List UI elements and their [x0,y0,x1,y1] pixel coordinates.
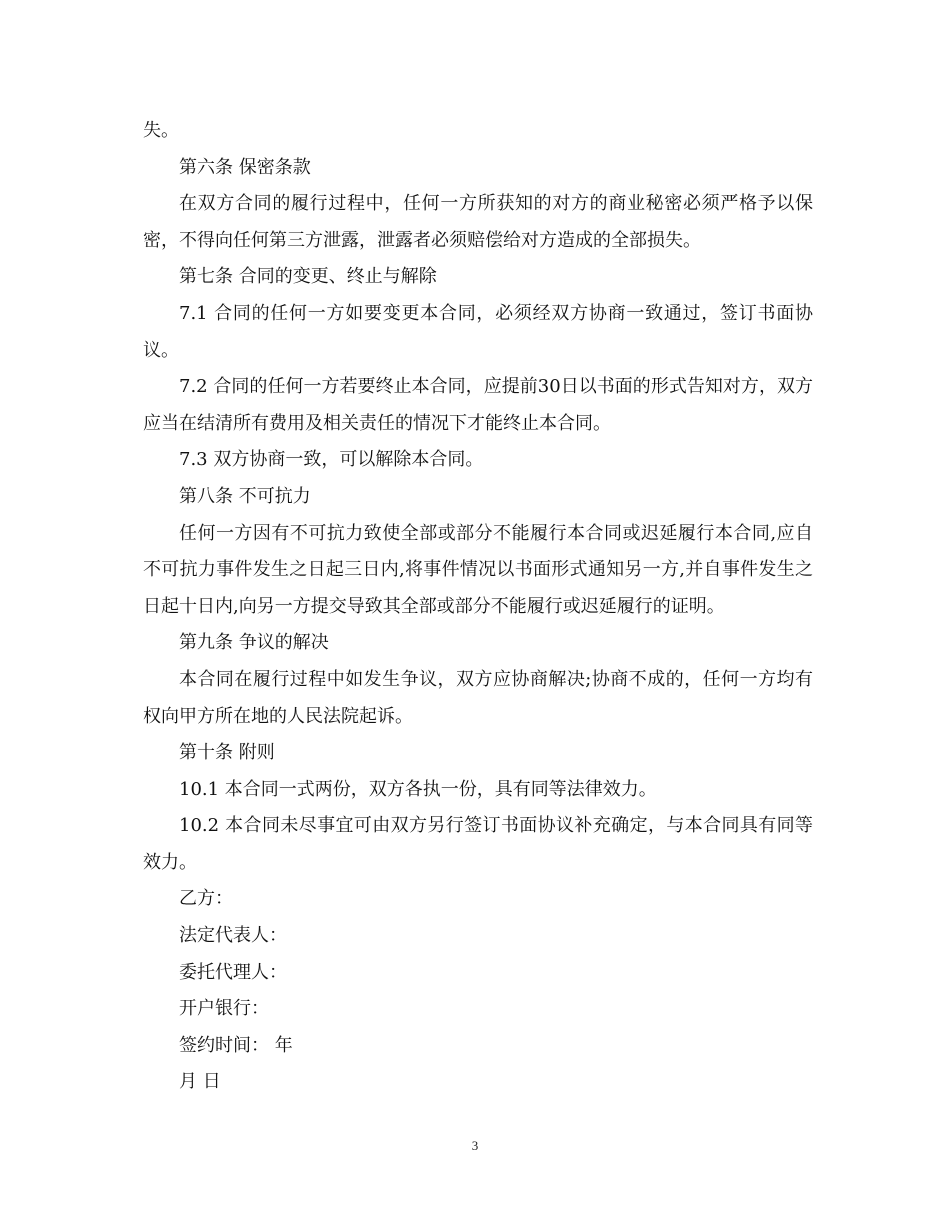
signing-date-label: 签约时间： 年 [179,1034,293,1056]
party-b-label: 乙方： [179,888,233,910]
document-body [143,113,813,1101]
article-8-body: 任何一方因有不可抗力致使全部或部分不能履行本合同或迟延履行本合同,应自不可抗力事件发生之日起三日内,将事件情况以书面形式通知另一方,并自事件发生之日起十日内,向另一方提交导致其全部或部分不能履行或迟延履行的证明。 [143,522,813,617]
bank-label: 开户银行： [179,998,269,1020]
clause-7-2: 7.2 合同的任何一方若要终止本合同，应提前30日以书面的形式告知对方，双方应当在结清所有费用及相关责任的情况下才能终止本合同。 [143,376,813,434]
article-8-heading: 第八条 不可抗力 [179,485,311,507]
legal-representative-label: 法定代表人： [179,925,287,947]
clause-10-1: 10.1 本合同一式两份，双方各执一份，具有同等法律效力。 [179,778,657,800]
article-9-heading: 第九条 争议的解决 [179,632,329,654]
article-6-heading: 第六条 保密条款 [179,156,311,178]
signing-date-month-day: 月 日 [179,1071,221,1093]
clause-7-3: 7.3 双方协商一致，可以解除本合同。 [179,449,484,471]
clause-7-1: 7.1 合同的任何一方如要变更本合同，必须经双方协商一致通过，签订书面协议。 [143,302,813,361]
article-6-body: 在双方合同的履行过程中，任何一方所获知的对方的商业秘密必须严格予以保密，不得向任何第三方泄露，泄露者必须赔偿给对方造成的全部损失。 [143,193,813,251]
authorized-agent-label: 委托代理人： [179,961,287,983]
clause-10-2: 10.2 本合同未尽事宜可由双方另行签订书面协议补充确定，与本合同具有同等效力。 [143,815,813,873]
page-number: 3 [471,1138,479,1153]
article-7-heading: 第七条 合同的变更、终止与解除 [179,266,437,288]
article-10-heading: 第十条 附则 [179,742,275,764]
article-9-body: 本合同在履行过程中如发生争议，双方应协商解决;协商不成的，任何一方均有权向甲方所在地的人民法院起诉。 [143,668,813,727]
paragraph-continuation: 失。 [143,120,179,141]
